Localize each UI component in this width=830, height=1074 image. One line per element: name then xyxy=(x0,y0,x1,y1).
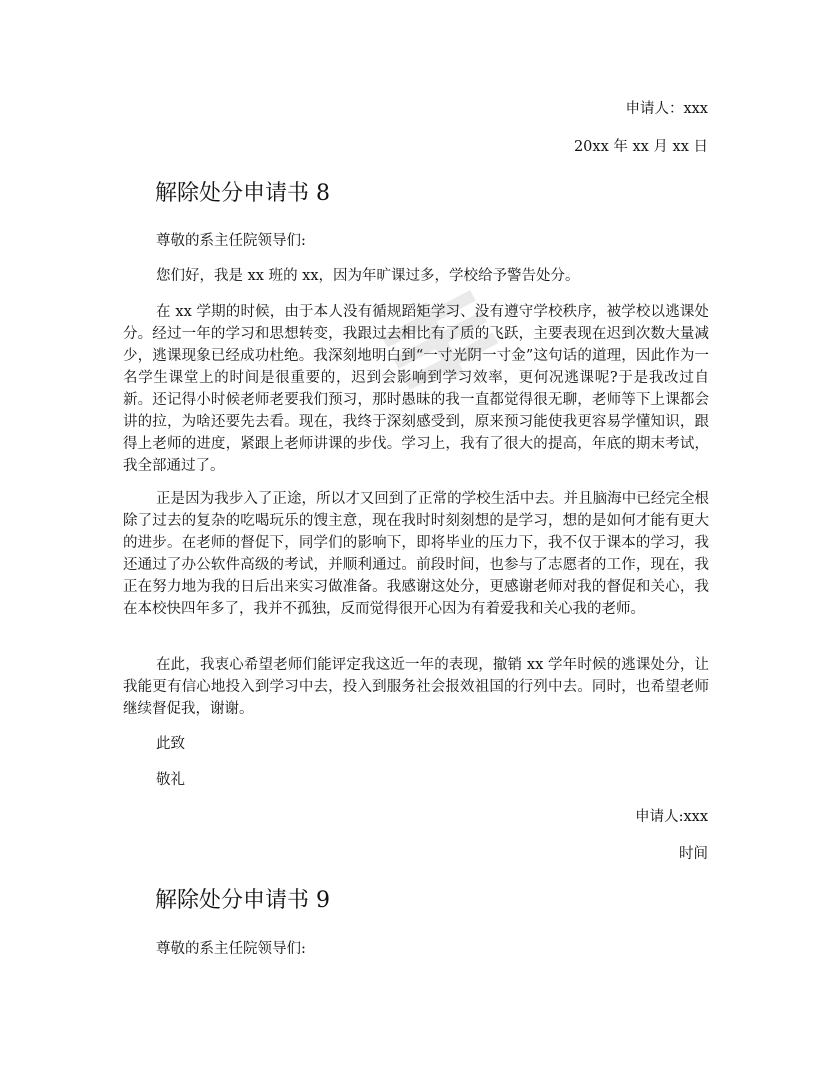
letter-9-title: 解除处分申请书 9 xyxy=(155,888,330,913)
letter-8-salutation: 尊敬的系主任院领导们: xyxy=(156,233,306,249)
letter-8-closing-greeting: 此致 xyxy=(156,736,185,752)
letter-8-paragraph-1: 您们好，我是 xx 班的 xx，因为年旷课过多，学校给予警告处分。 xyxy=(156,268,580,284)
letter-8-paragraph-3: 正是因为我步入了正途，所以才又回到了正常的学校生活中去。并且脑海中已经完全根除了过去的复杂的吃喝玩乐的馊主意，现在我时时刻刻想的是学习，想的是如何才能有更大的进步。在老师的督促下，同学们的影响下，即将毕业的压力下，我不仅于课本的学习，我还通过了办公软件高级的考试，并顺利通过。前段时间，也参与了志愿者的工作，现在，我正在努力地为我的日后出来实习做准备。我感谢这处分，更感谢老师对我的督促和关心，我在本校快四年多了，我并不孤独，反而觉得很开心因为有着爱我和关心我的老师。 xyxy=(123,491,709,617)
header-date: 20xx 年 xx 月 xx 日 xyxy=(573,139,708,155)
letter-8-paragraph-2: 在 xx 学期的时候，由于本人没有循规蹈矩学习、没有遵守学校秩序，被学校以逃课处分。经过一年的学习和思想转变，我跟过去相比有了质的飞跃，主要表现在迟到次数大量减少，逃课现象已经成功杜绝。我深刻地明白到“一寸光阴一寸金”这句话的道理，因此作为一名学生课堂上的时间是很重要的，迟到会影响到学习效率，更何况逃课呢?于是我改过自新。还记得小时候老师老要我们预习，那时愚昧的我一直都觉得很无聊，老师等下上课都会讲的拉，为啥还要先去看。现在，我终于深刻感受到，原来预习能使我更容易学懂知识，跟得上老师的进度，紧跟上老师讲课的步伐。学习上，我有了很大的提高，年底的期末考试，我全部通过了。 xyxy=(123,304,709,474)
letter-8-signature: 申请人:xxx xyxy=(635,809,708,825)
letter-8-paragraph-4: 在此，我衷心希望老师们能评定我这近一年的表现，撤销 xx 学年时候的逃课处分，让我能更有信心地投入到学习中去，投入到服务社会报效祖国的行列中去。同时，也希望老师继续督促我，谢谢。 xyxy=(123,657,709,717)
header-applicant: 申请人：xxx xyxy=(625,101,708,117)
letter-8-closing-respect: 敬礼 xyxy=(156,772,185,788)
letter-9-salutation: 尊敬的系主任院领导们: xyxy=(156,941,306,957)
letter-8-title: 解除处分申请书 8 xyxy=(155,181,330,206)
letter-8-time: 时间 xyxy=(679,846,708,862)
